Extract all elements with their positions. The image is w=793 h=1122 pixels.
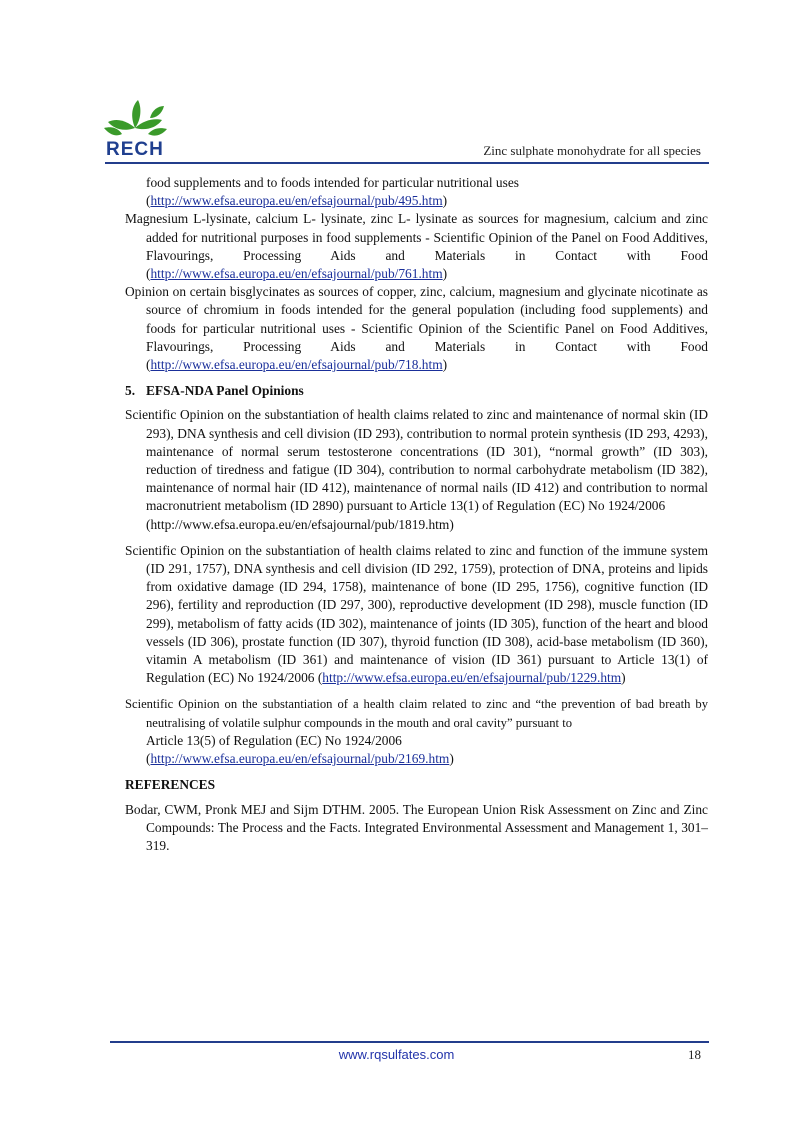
entry-text: Magnesium L-lysinate, calcium L- lysinate, zinc L- lysinate as sources for magnesium, calcium and zinc added for nutritional purposes in food supplements - Scientific Opinion of the Panel on Food Additives, Flavourings, Processing Aids and Materials in Contact with Food <box>125 211 708 263</box>
list-item: Opinion on certain bisglycinates as sources of copper, zinc, calcium, magnesium and glycinate nicotinate as source of chromium in foods intended for the general population (including food supplements) and foods for particular nutritional uses - Scientific Opinion of the Scientific Panel on Food Additives, Flavourings, Processing Aids and Materials in Contact with Food (http://www.efsa.europa.eu/en/efsajournal/pub/718.htm) <box>125 284 708 373</box>
entry-text: food supplements and to foods intended for particular nutritional uses <box>146 175 519 190</box>
entry-link[interactable]: http://www.efsa.europa.eu/en/efsajournal/pub/2169.htm <box>150 751 450 767</box>
references-heading: REFERENCES <box>125 777 216 793</box>
footer-link[interactable]: www.rqsulfates.com <box>338 1047 455 1062</box>
footer-rule <box>110 1041 709 1043</box>
entry-text: Opinion on certain bisglycinates as sources of copper, zinc, calcium, magnesium and glycinate nicotinate as source of chromium in foods intended for the general population (including food supplements) and foods for particular nutritional uses - Scientific Opinion of the Scientific Panel on Food Additives, Flavourings, Processing Aids and Materials in Contact with Food <box>125 284 708 354</box>
entry-link[interactable]: http://www.efsa.europa.eu/en/efsajournal/pub/718.htm <box>150 357 443 373</box>
list-item <box>125 406 708 533</box>
entry-text: Scientific Opinion on the substantiation of health claims related to zinc and maintenance of normal skin (ID 293), DNA synthesis and cell division (ID 293), contribution to normal protein synthesis (ID 293, 4293), maintenance of normal serum testosterone concentrations (ID 301), “normal growth” (ID 303), reduction of tiredness and fatigue (ID 304), contribution to normal carbohydrate metabolism (ID 382), maintenance of normal hair (ID 412), maintenance of normal nails (ID 412) and contribution to normal macronutrient metabolism (ID 2890) pursuant to Article 13(1) of Regulation (EC) No 1924/2006 <box>125 407 708 514</box>
section-number: 5. <box>125 383 136 399</box>
header-rule <box>105 162 709 164</box>
list-item: Magnesium L-lysinate, calcium L- lysinate, zinc L- lysinate as sources for magnesium, calcium and zinc added for nutritional purposes in food supplements - Scientific Opinion of the Panel on Food Additives, Flavourings, Processing Aids and Materials in Contact with Food (http://www.efsa.europa.eu/en/efsajournal/pub/761.htm) <box>125 211 708 282</box>
entry-url-plain: (http://www.efsa.europa.eu/en/efsajournal/pub/1819.htm) <box>146 516 454 532</box>
section-heading <box>125 382 708 400</box>
entry-link[interactable]: http://www.efsa.europa.eu/en/efsajournal/pub/1229.htm <box>322 670 622 686</box>
page-number: 18 <box>688 1047 701 1062</box>
document-body <box>125 174 708 855</box>
list-item: Scientific Opinion on the substantiation of a health claim related to zinc and “the prevention of bad breath by neutralising of volatile sulphur compounds in the mouth and oral cavity” pursuant to Article 13(5) of Regulation (EC) No 1924/2006 (http://www.efsa.europa.eu/en/efsajournal/pub/2169.htm) <box>125 697 708 767</box>
entry-text: Scientific Opinion on the substantiation of a health claim related to zinc and “the prevention of bad breath by neutralising of volatile sulphur compounds in the mouth and oral cavity” pursuant to <box>125 697 708 730</box>
header-title: Zinc sulphate monohydrate for all species <box>483 143 701 158</box>
list-item: Scientific Opinion on the substantiation of health claims related to zinc and function of the immune system (ID 291, 1757), DNA synthesis and cell division (ID 292, 1759), protection of DNA, proteins and lipids from oxidative damage (ID 294, 1758), maintenance of bone (ID 295, 1756), cognitive function (ID 296), fertility and reproduction (ID 297, 300), reproductive development (ID 298), muscle function (ID 299), metabolism of fatty acids (ID 302), maintenance of joints (ID 305), function of the heart and blood vessels (ID 306), prostate function (ID 307), thyroid function (ID 308), acid-base metabolism (ID 360), vitamin A metabolism (ID 361) and maintenance of vision (ID 361) pursuant to Article 13(1) of Regulation (EC) No 1924/2006 (http://www.efsa.europa.eu/en/efsajournal/pub/1229.htm) <box>125 542 708 686</box>
entry-text-2: Article 13(5) of Regulation (EC) No 1924/2006 <box>146 732 402 748</box>
reference-item: Bodar, CWM, Pronk MEJ and Sijm DTHM. 2005. The European Union Risk Assessment on Zinc and Zinc Compounds: The Process and the Facts. Integrated Environmental Assessment and Management 1, 301–319. <box>125 801 708 853</box>
entry-link[interactable]: http://www.efsa.europa.eu/en/efsajournal/pub/495.htm <box>150 193 443 209</box>
entry-text: Scientific Opinion on the substantiation of health claims related to zinc and function of the immune system (ID 291, 1757), DNA synthesis and cell division (ID 292, 1759), protection of DNA, proteins and lipids from oxidative damage (ID 294, 1758), maintenance of bone (ID 295, 1756), cognitive function (ID 296), fertility and reproduction (ID 297, 300), reproductive development (ID 298), muscle function (ID 299), metabolism of fatty acids (ID 302), maintenance of joints (ID 305), function of the heart and blood vessels (ID 306), prostate function (ID 307), thyroid function (ID 308), acid-base metabolism (ID 360), vitamin A metabolism (ID 361) and maintenance of vision (ID 361) pursuant to Article 13(1) of Regulation (EC) No 1924/2006 <box>125 542 708 686</box>
list-item: food supplements and to foods intended for particular nutritional uses (http://www.efsa.europa.eu/en/efsajournal/pub/495.htm) <box>146 175 519 209</box>
entry-link[interactable]: http://www.efsa.europa.eu/en/efsajournal/pub/761.htm <box>150 266 443 282</box>
section-title: EFSA-NDA Panel Opinions <box>146 383 304 399</box>
logo-text: RECH <box>106 139 164 160</box>
